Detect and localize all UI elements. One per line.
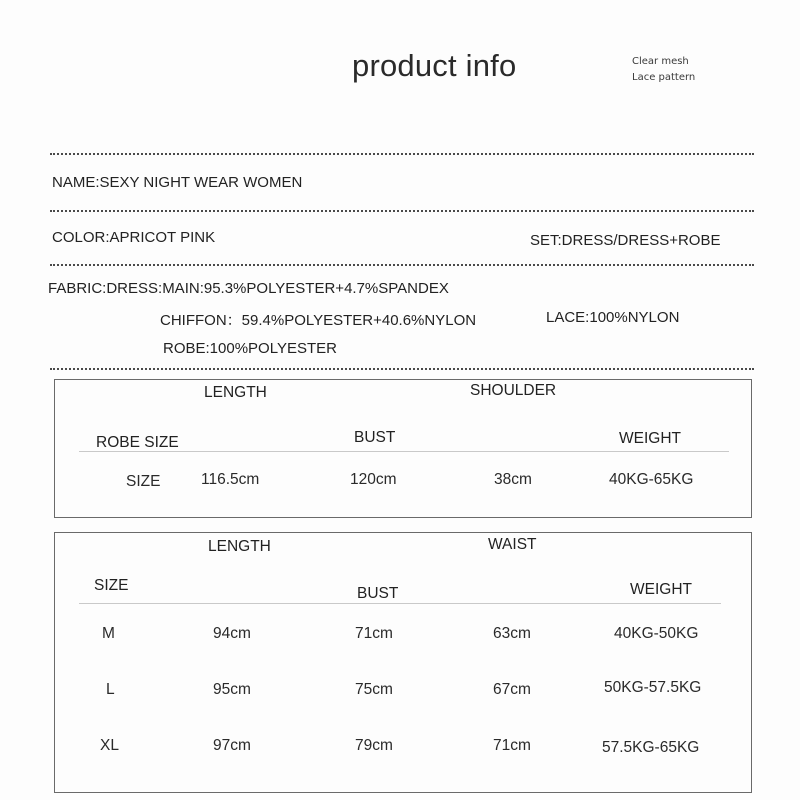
dress-row-m-waist: 63cm [493,625,531,642]
robe-row-shoulder: 38cm [494,471,532,488]
dress-row-xl-bust: 79cm [355,737,393,754]
dress-row-m-size: M [102,625,115,642]
robe-row-weight: 40KG-65KG [609,471,694,488]
divider-dotted [50,368,754,370]
dress-header-size: SIZE [94,577,129,594]
product-name: NAME:SEXY NIGHT WEAR WOMEN [52,174,303,191]
product-set: SET:DRESS/DRESS+ROBE [530,232,721,249]
dress-row-xl-waist: 71cm [493,737,531,754]
product-color: COLOR:APRICOT PINK [52,229,216,246]
divider-dotted [50,210,754,212]
robe-size-table [54,379,752,518]
divider-dotted [50,153,754,155]
dress-row-l-size: L [106,681,115,698]
robe-row-size: SIZE [126,473,161,490]
page-title: product info [352,48,517,83]
robe-header-bust: BUST [354,429,396,446]
feature-note-lace: Lace pattern [632,72,696,83]
dress-header-weight: WEIGHT [630,581,692,598]
dress-header-underline [79,603,721,604]
robe-row-bust: 120cm [350,471,397,488]
fabric-chiffon: CHIFFON：59.4%POLYESTER+40.6%NYLON [160,312,477,329]
dress-row-m-length: 94cm [213,625,251,642]
dress-header-length: LENGTH [208,538,271,555]
dress-header-bust: BUST [357,585,399,602]
robe-header-weight: WEIGHT [619,430,681,447]
robe-header-shoulder: SHOULDER [470,382,557,399]
feature-note-mesh: Clear mesh [632,56,689,67]
fabric-robe: ROBE:100%POLYESTER [163,340,337,357]
robe-header-robe-size: ROBE SIZE [96,434,179,451]
dress-header-waist: WAIST [488,536,537,553]
dress-row-l-bust: 75cm [355,681,393,698]
dress-row-l-weight: 50KG-57.5KG [604,679,702,696]
robe-row-length: 116.5cm [201,471,260,488]
dress-size-table [54,532,752,793]
robe-header-underline [79,451,729,452]
dress-row-xl-size: XL [100,737,119,754]
dress-row-l-length: 95cm [213,681,251,698]
dress-row-l-waist: 67cm [493,681,531,698]
dress-row-m-weight: 40KG-50KG [614,625,699,642]
dress-row-xl-length: 97cm [213,737,251,754]
divider-dotted [50,264,754,266]
robe-header-length: LENGTH [204,384,267,401]
dress-row-xl-weight: 57.5KG-65KG [602,739,700,756]
dress-row-m-bust: 71cm [355,625,393,642]
fabric-main: FABRIC:DRESS:MAIN:95.3%POLYESTER+4.7%SPANDEX [48,280,449,297]
fabric-lace: LACE:100%NYLON [546,309,680,326]
